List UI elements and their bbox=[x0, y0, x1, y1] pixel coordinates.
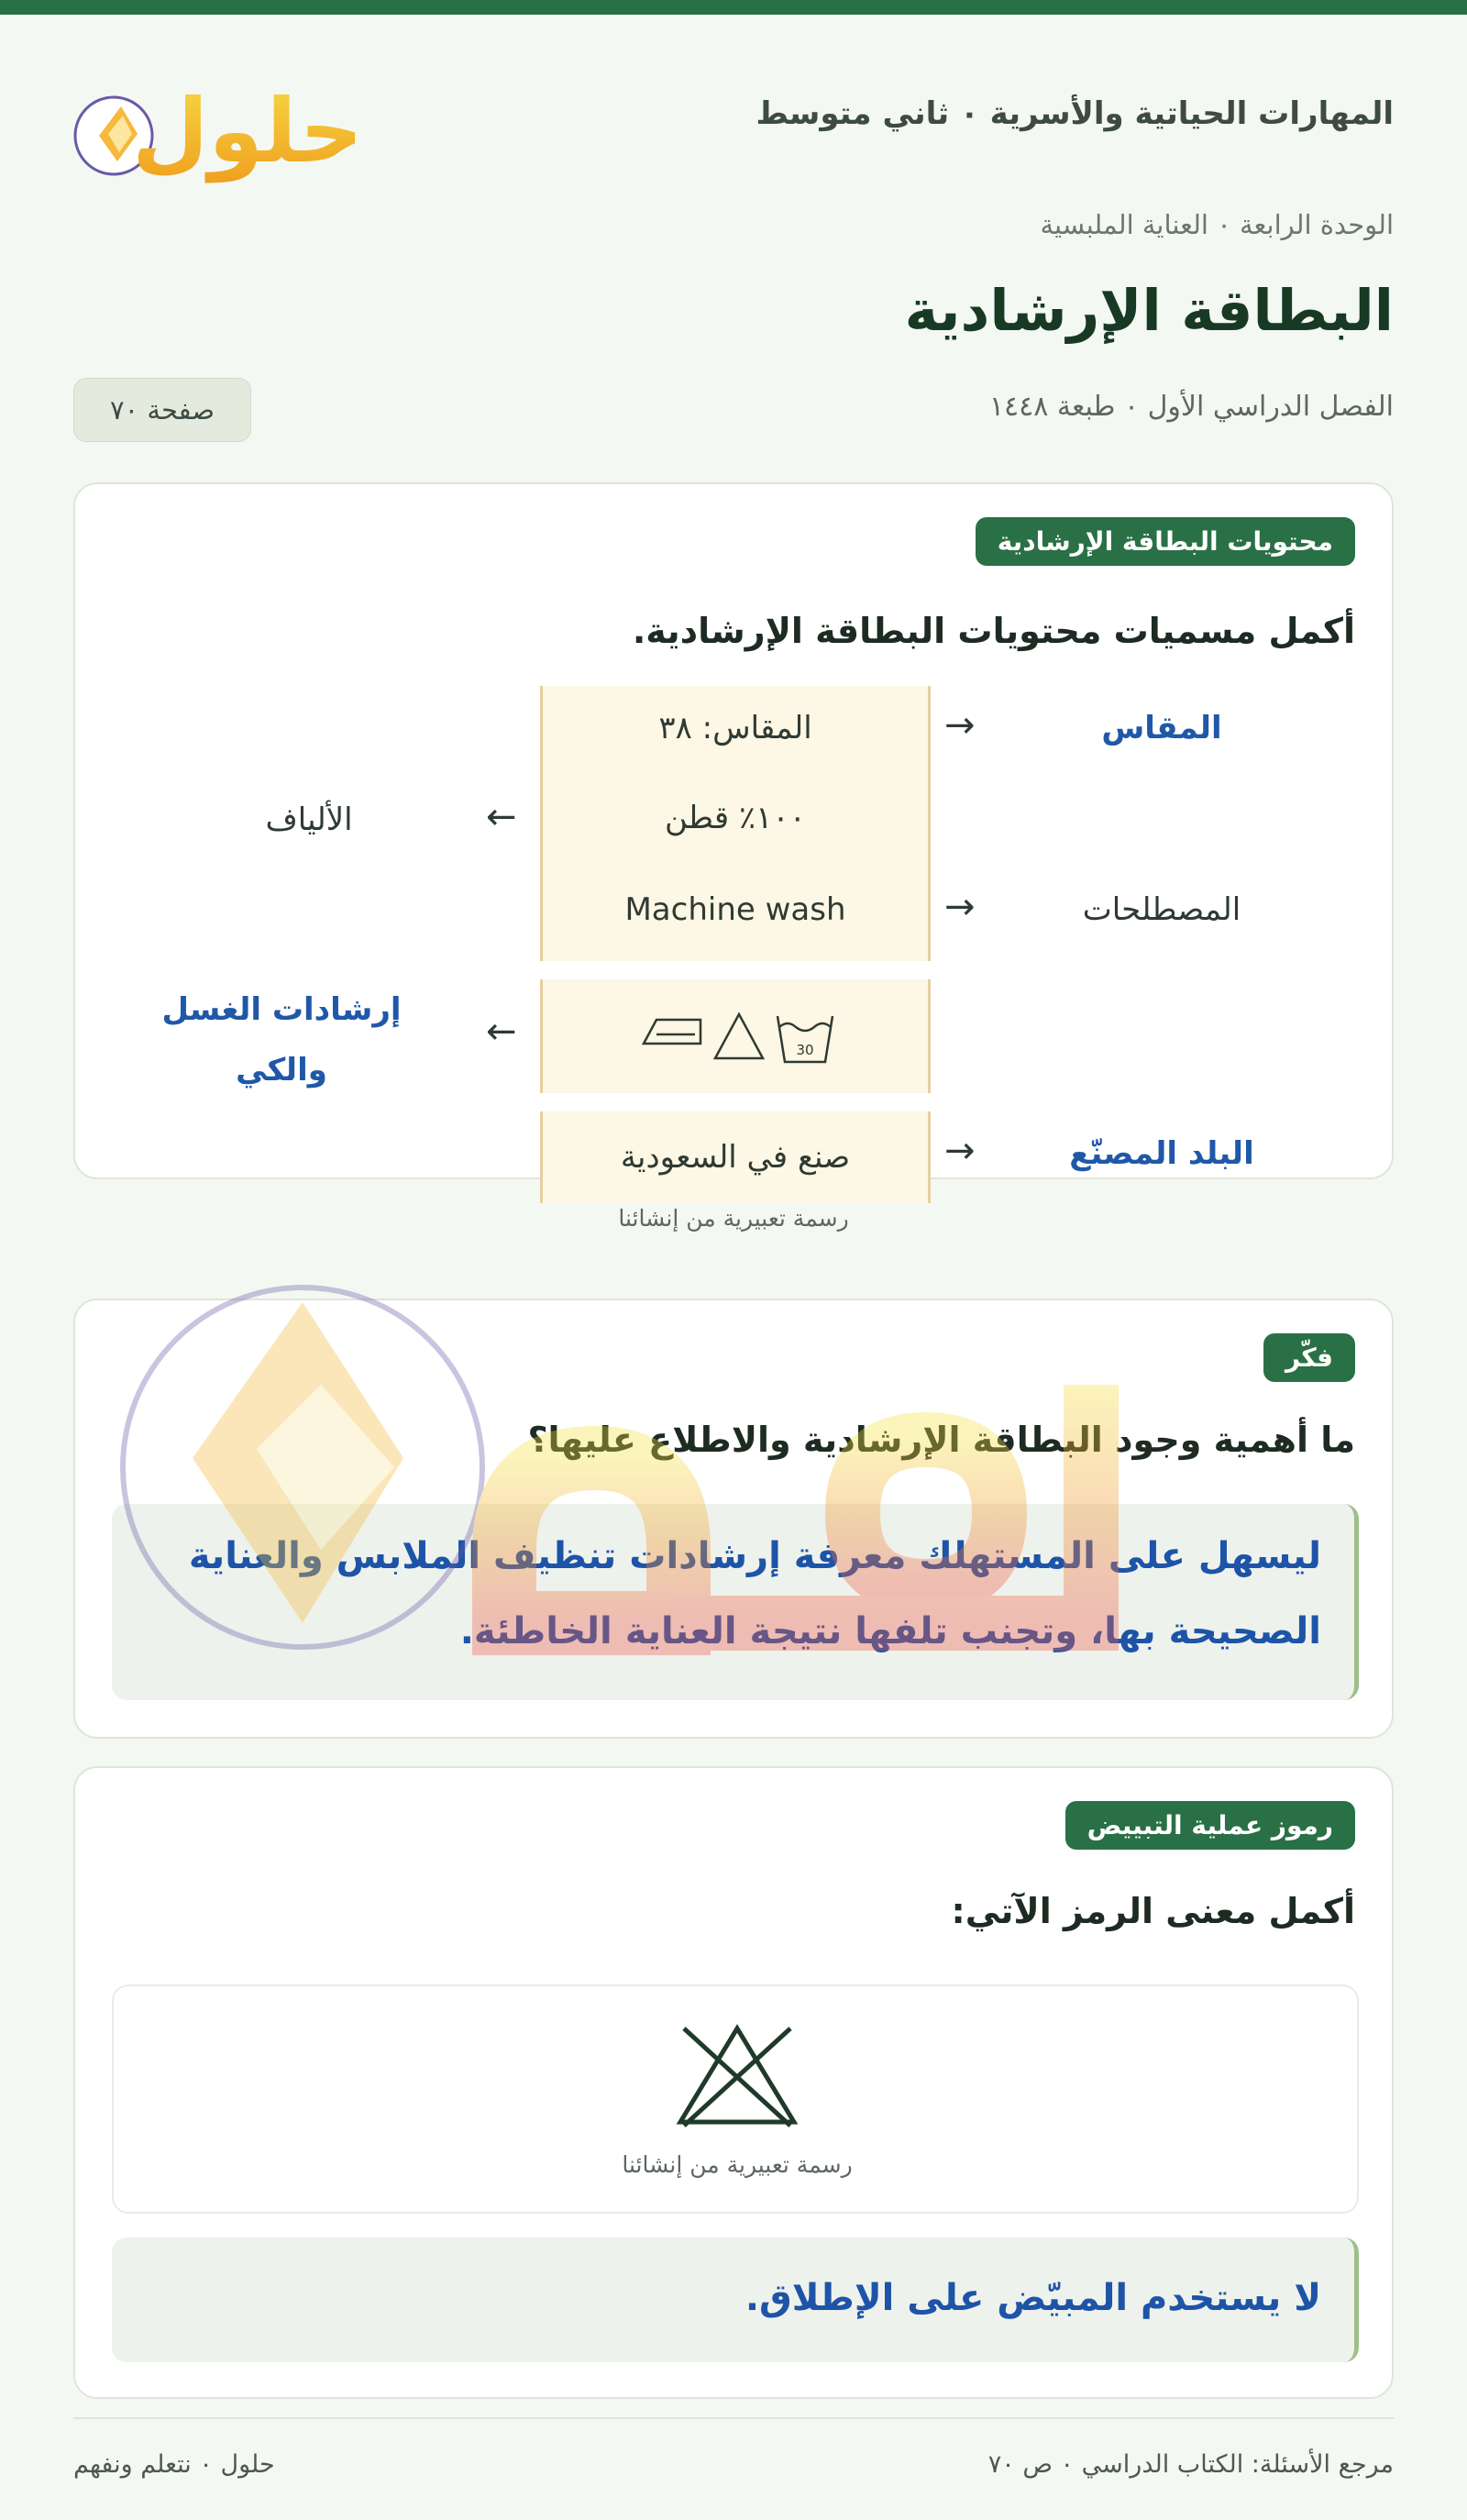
answer-care-line1: إرشادات الغسل bbox=[161, 991, 402, 1028]
arrow-country: → bbox=[944, 1130, 976, 1172]
footer-divider bbox=[73, 2417, 1394, 2419]
label-country-line: صنع في السعودية bbox=[620, 1139, 851, 1176]
bleach-triangle-icon bbox=[715, 1014, 763, 1058]
wash-temperature: 30 bbox=[796, 1042, 814, 1058]
section-tag: فكّر bbox=[1263, 1333, 1355, 1382]
label-fibers: الألياف bbox=[265, 801, 353, 838]
top-accent-bar bbox=[0, 0, 1467, 15]
bleach-symbols-card bbox=[73, 1766, 1394, 2399]
answer-country: البلد المصنّع bbox=[1069, 1135, 1254, 1172]
question: أكمل معنى الرمز الآتي: bbox=[951, 1891, 1355, 1931]
no-bleach-icon bbox=[673, 2019, 801, 2129]
care-label-symbols bbox=[540, 979, 931, 1093]
answer-care-instructions bbox=[130, 979, 433, 1100]
diagram-caption: رسمة تعبيرية من إنشائنا bbox=[618, 1205, 849, 1232]
semester-meta: الفصل الدراسي الأول ٠ طبعة ١٤٤٨ bbox=[988, 391, 1394, 423]
care-symbols bbox=[634, 1000, 845, 1073]
hulul-logo bbox=[73, 62, 363, 182]
section-tag: محتويات البطاقة الإرشادية bbox=[976, 517, 1355, 566]
label-fiber-line: ١٠٠٪ قطن bbox=[665, 800, 806, 836]
arrow-care: ← bbox=[486, 1011, 517, 1053]
question: ما أهمية وجود البطاقة الإرشادية والاطلاع عليها؟ bbox=[527, 1420, 1355, 1460]
arrow-terms: → bbox=[944, 886, 976, 928]
label-terms: المصطلحات bbox=[1082, 891, 1241, 928]
care-label-country bbox=[540, 1111, 931, 1203]
answer-size: المقاس bbox=[1101, 710, 1222, 746]
answer-care-line2: والكي bbox=[236, 1052, 327, 1089]
think-card bbox=[73, 1299, 1394, 1739]
section-tag: رموز عملية التبييض bbox=[1065, 1801, 1355, 1850]
breadcrumb: الوحدة الرابعة ٠ العناية الملبسية bbox=[1040, 209, 1394, 240]
subject-title: المهارات الحياتية والأسرية ٠ ثاني متوسط bbox=[756, 95, 1394, 132]
label-term-line: Machine wash bbox=[624, 891, 846, 928]
symbol-caption: رسمة تعبيرية من إنشائنا bbox=[622, 2151, 853, 2178]
question: أكمل مسميات محتويات البطاقة الإرشادية. bbox=[632, 611, 1355, 651]
arrow-size: → bbox=[944, 704, 976, 746]
symbol-box bbox=[112, 1984, 1359, 2214]
page-number-badge: صفحة ٧٠ bbox=[73, 378, 251, 442]
answer-box: ليسهل على المستهلك معرفة إرشادات تنظيف الملابس والعناية الصحيحة بها، وتجنب تلفها نتيجة العناية الخاطئة. bbox=[112, 1504, 1359, 1700]
care-label-top bbox=[540, 686, 931, 961]
arrow-fibers: ← bbox=[486, 796, 517, 838]
footer-brand: حلول ٠ نتعلم ونفهم bbox=[73, 2450, 275, 2479]
label-size-line: المقاس: ٣٨ bbox=[658, 710, 812, 746]
answer-box: لا يستخدم المبيّض على الإطلاق. bbox=[112, 2238, 1359, 2362]
logo-text: حلول bbox=[132, 80, 363, 182]
page bbox=[73, 15, 1394, 2319]
page-header bbox=[73, 15, 1394, 216]
page-title: البطاقة الإرشادية bbox=[904, 277, 1394, 344]
label-contents-card bbox=[73, 482, 1394, 1179]
footer-reference: مرجع الأسئلة: الكتاب الدراسي ٠ ص ٧٠ bbox=[987, 2450, 1394, 2479]
ironing-icon bbox=[644, 1020, 700, 1044]
